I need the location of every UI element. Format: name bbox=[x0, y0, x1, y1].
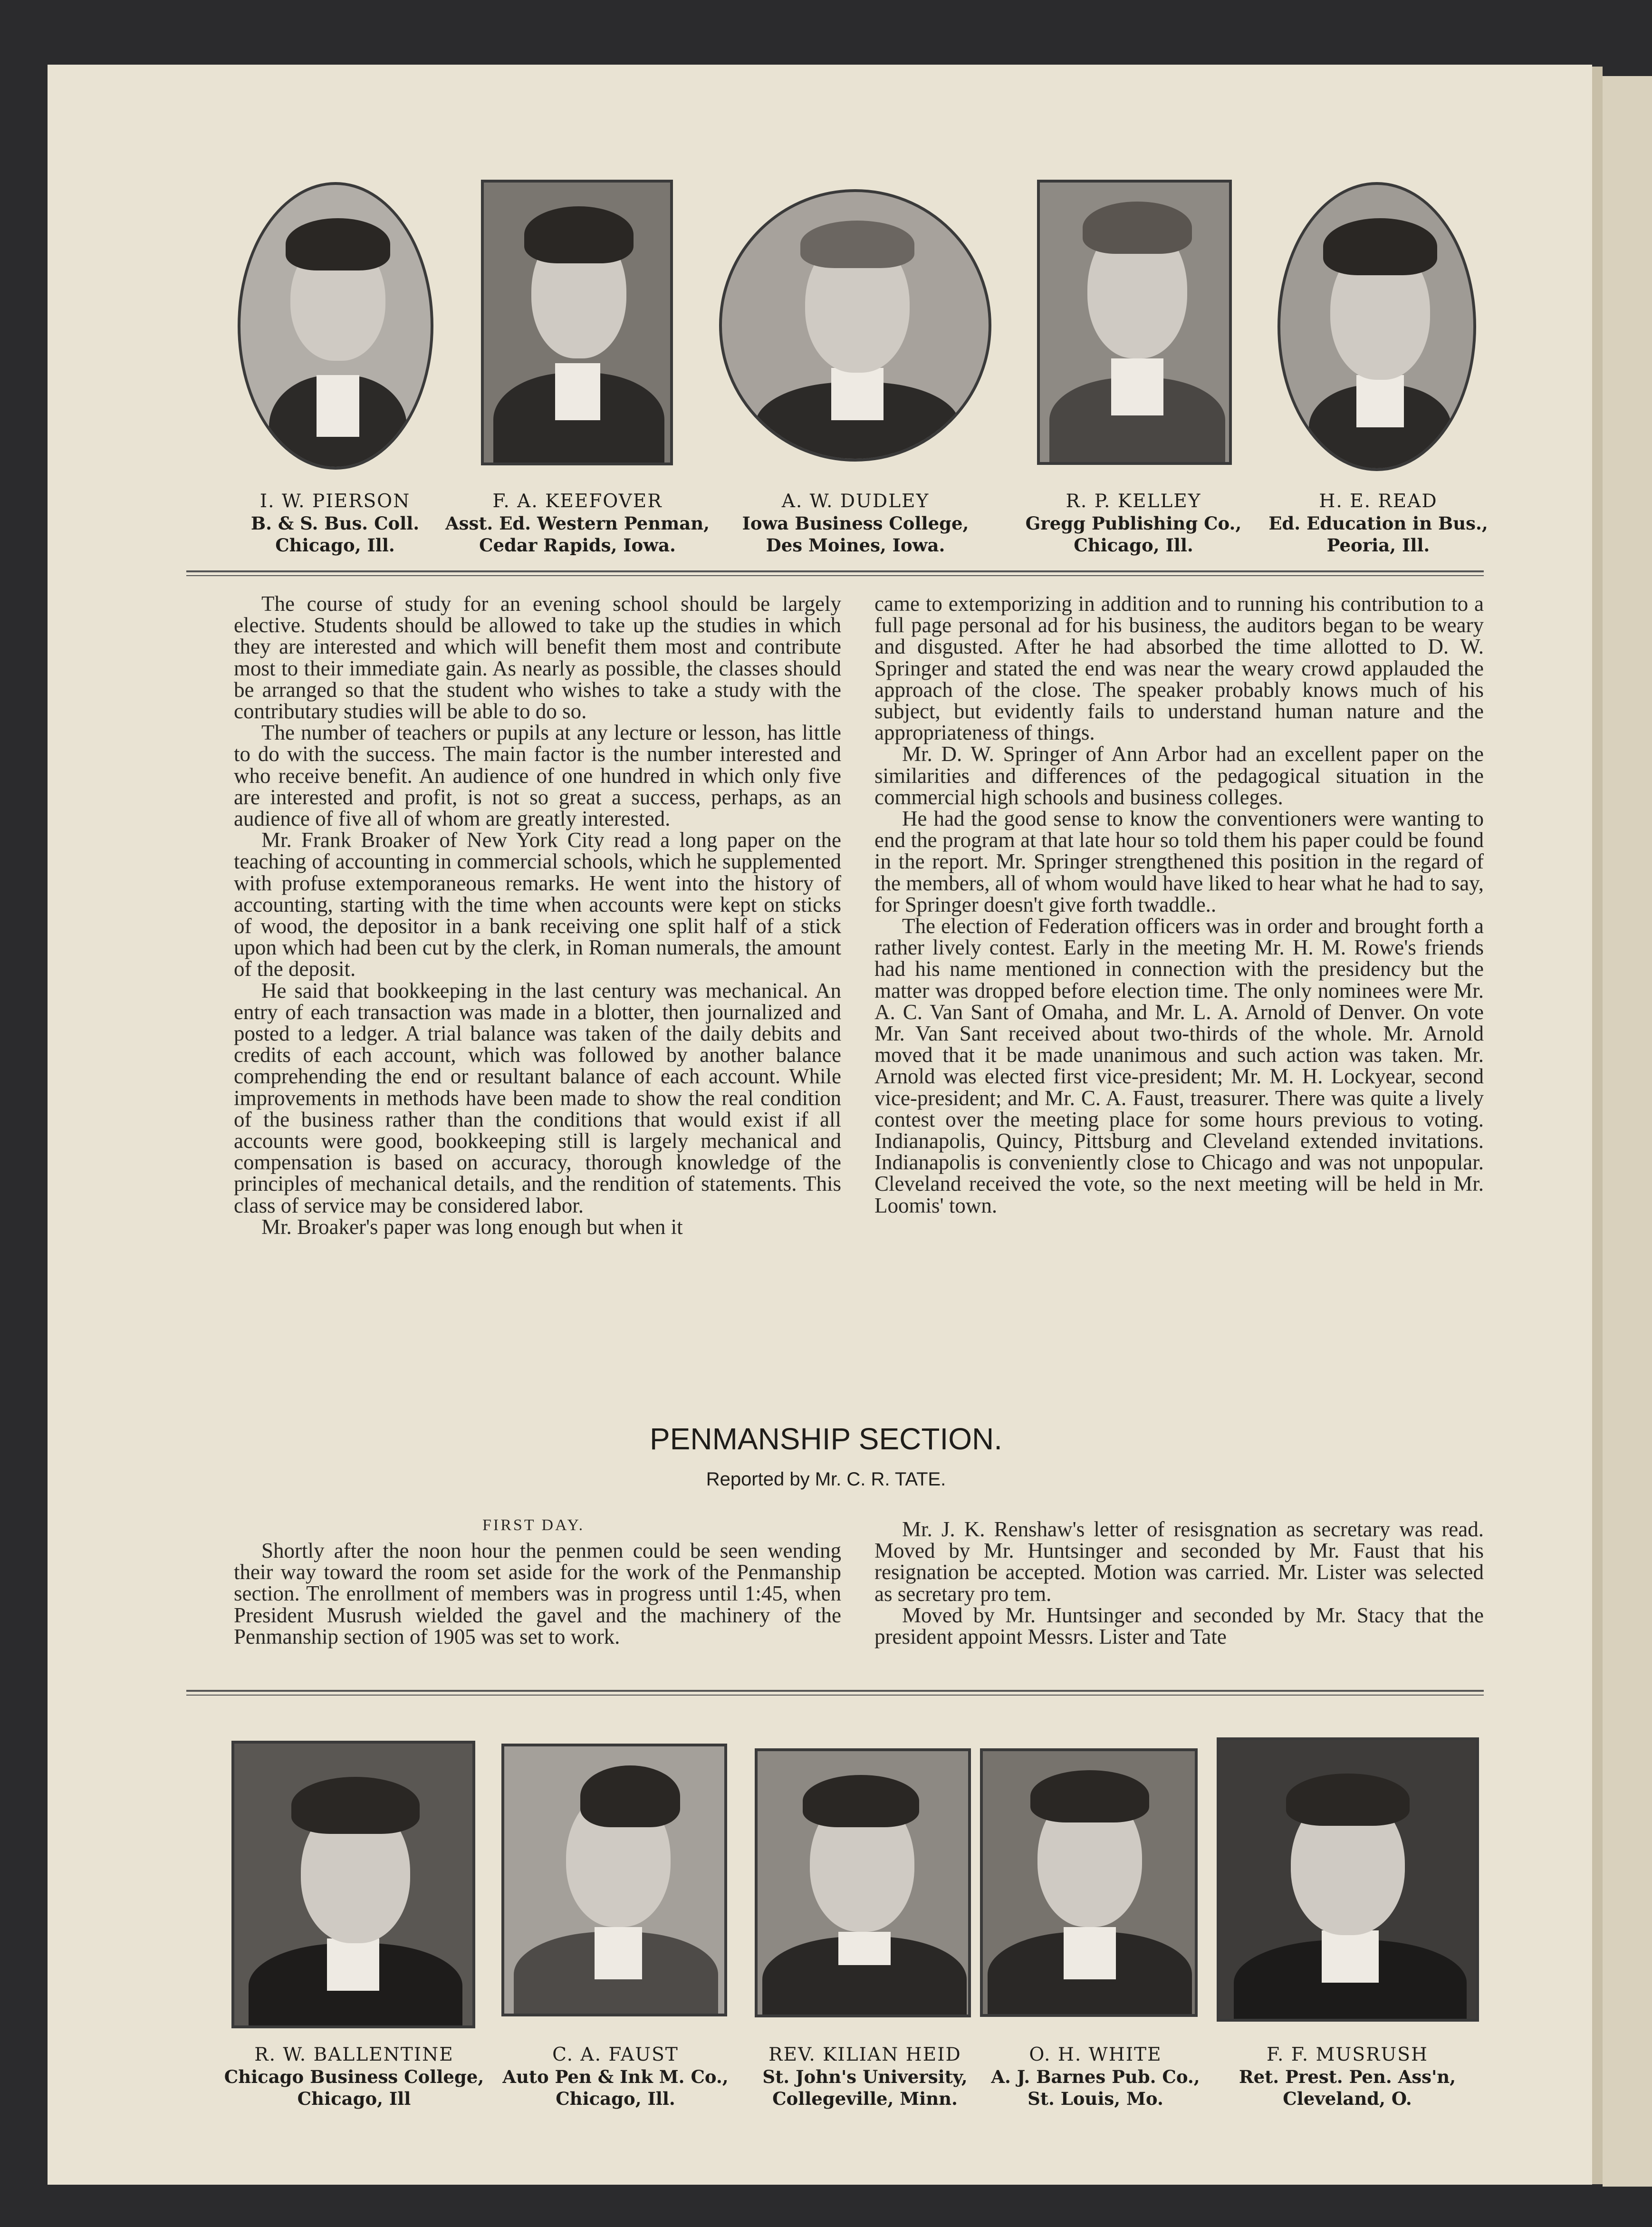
next-page-edge bbox=[1603, 76, 1652, 2187]
article-right-column: came to extemporizing in addition and to running his contribution to a full page personal ad for his business, the auditors began to be weary and disgusted. After he had absorbed the time allotted to D. W. Springer and stated the end was near the weary crowd applauded the approach of the close. The speaker probably knows much of his subject, but evidently fails to understand human nature and the appropriateness of things. Mr. D. W. Springer of Ann Arbor had an excellent paper on the similarities and differences of the pedagogical situation in the commercial high schools and business colleges. He had the good sense to know the conventioners were wanting to end the program at that late hour so told them his paper could be found in the report. Mr. Springer strengthened this position in the regard of the members, all of whom would have liked to hear what he had to say, for Springer doesn't give forth twaddle.. The election of Federation officers was in order and brought forth a rather lively contest. Early in the meeting Mr. H. M. Rowe's friends had his name mentioned in connection with the presidency but the matter was dropped before election time. The only nominees were Mr. A. C. Van Sant of Omaha, and Mr. L. A. Arnold of Denver. On vote Mr. Van Sant received about two-thirds of the whole. Mr. Arnold moved that it be made unanimous and such action was taken. Mr. Arnold was elected first vice-president; Mr. M. H. Lockyear, second vice-president; and Mr. C. A. Faust, treasurer. There was quite a lively contest over the meeting place for some hours previous to voting. Indianapolis, Quincy, Pittsburg and Cleveland extended invitations. Indianapolis is conveniently close to Chicago and was not unpopular. Cleveland received the vote, so the next meeting will be held in Mr. Loomis' town. bbox=[874, 592, 1484, 1217]
portrait-dudley bbox=[719, 189, 991, 462]
portrait-musrush bbox=[1217, 1737, 1479, 2022]
portrait-read bbox=[1277, 182, 1476, 471]
caption-keefover: F. A. KEEFOVER Asst. Ed. Western Penman, Cedar Rapids, Iowa. bbox=[445, 491, 710, 556]
binding-shadow bbox=[1592, 67, 1603, 2184]
article-left-column: The course of study for an evening school should be largely elective. Students should be allowed to take up the studies in which they are interested and which will benefit them most and contribute most to their immediate gain. As nearly as possible, the classes should be arranged so that the student who wishes to take a study with the contributary studies will be able to do so. The number of teachers or pupils at any lecture or lesson, has little to do with the success. The main factor is the number interested and who receive benefit. An audience of one hundred in which only five are interested and profit, is not so great a success, perhaps, as an audience of five all of whom are greatly interested. Mr. Frank Broaker of New York City read a long paper on the teaching of accounting in commercial schools, which he supplemented with profuse extemporaneous remarks. He went into the history of accounting, starting with the time when accounts were kept on sticks of wood, the depositor in a bank receiving one split half of a stick upon which had been cut by the clerk, in Roman numerals, the amount of the deposit. He said that bookkeeping in the last century was mechanical. An entry of each transaction was made in a blotter, then journalized and posted to a ledger. A trial balance was taken of the daily debits and credits of each account, which was followed by another balance comprehending the end or resultant balance of each account. While improvements in methods have been made to show the real condition of the business rather than the conditions that would exist if all accounts were good, bookkeeping still is largely mechanical and compensation is based on accuracy, thorough knowledge of the principles of mechanical details, and the rendition of statements. This class of service may be considered labor. Mr. Broaker's paper was long enough but when it bbox=[234, 592, 841, 1239]
portrait-heid bbox=[755, 1748, 971, 2017]
first-day-subhead: FIRST DAY. bbox=[482, 1516, 585, 1534]
caption-dudley: A. W. DUDLEY Iowa Business College, Des Moines, Iowa. bbox=[742, 491, 969, 556]
section-title: PENMANSHIP SECTION. bbox=[649, 1422, 1003, 1456]
section-reporter: Reported by Mr. C. R. TATE. bbox=[706, 1469, 946, 1490]
section-right-column: Mr. J. K. Renshaw's letter of resisgnation as secretary was read. Moved by Mr. Huntsinger and seconded by Mr. Faust that his resignation be accepted. Motion was carried. Mr. Lister was selected as secretary pro tem. Moved by Mr. Huntsinger and seconded by Mr. Stacy that the president appoint Messrs. Lister and Tate bbox=[874, 1517, 1484, 1649]
caption-musrush: F. F. MUSRUSH Ret. Prest. Pen. Ass'n, Cleveland, O. bbox=[1239, 2044, 1456, 2109]
caption-pierson: I. W. PIERSON B. & S. Bus. Coll. Chicago, Ill. bbox=[250, 491, 420, 556]
section-left-column: Shortly after the noon hour the penmen could be seen wending their way toward the room set aside for the work of the Penmanship section. The enrollment of members was in progress until 1:45, when President Musrush wielded the gavel and the machinery of the Penmanship section of 1905 was set to work. bbox=[234, 1539, 841, 1649]
caption-ballentine: R. W. BALLENTINE Chicago Business College, Chicago, Ill bbox=[224, 2044, 484, 2109]
portrait-pierson bbox=[238, 182, 433, 470]
portrait-ballentine bbox=[231, 1741, 475, 2028]
caption-faust: C. A. FAUST Auto Pen & Ink M. Co., Chicago, Ill. bbox=[502, 2044, 729, 2109]
portrait-faust bbox=[501, 1744, 727, 2016]
portrait-kelley bbox=[1037, 180, 1232, 465]
caption-white: O. H. WHITE A. J. Barnes Pub. Co., St. Louis, Mo. bbox=[991, 2044, 1200, 2109]
caption-kelley: R. P. KELLEY Gregg Publishing Co., Chicago, Ill. bbox=[1025, 491, 1242, 556]
caption-read: H. E. READ Ed. Education in Bus., Peoria, Ill. bbox=[1268, 491, 1488, 556]
divider-bottom bbox=[186, 1690, 1484, 1696]
caption-heid: REV. KILIAN HEID St. John's University, Collegeville, Minn. bbox=[762, 2044, 968, 2109]
divider-top bbox=[186, 570, 1484, 576]
portrait-keefover bbox=[481, 180, 673, 465]
portrait-white bbox=[980, 1748, 1198, 2017]
